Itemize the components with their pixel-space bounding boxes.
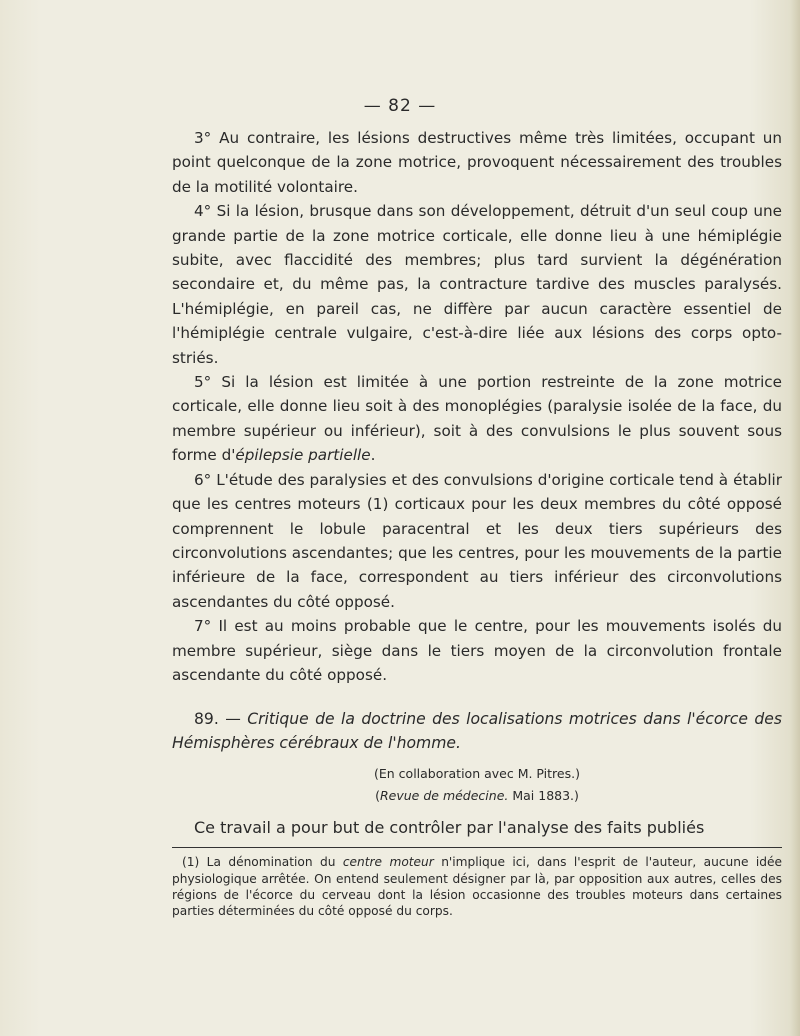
source-open: ( <box>375 788 380 804</box>
footnote-text-end: n'implique ici, dans l'esprit de l'auteur, aucune idée physiologique arrêtée. On entend seulement désigner par là, par opposition aux autres, celles des régions de l'écorce du cerveau dont la lésion occasionne des troubles moteurs dans certaines parties déterminées du côté opposé du corps. <box>172 855 782 918</box>
paragraph-4: 4° Si la lésion, brusque dans son développement, détruit d'un seul coup une grande partie de la zone motrice corticale, elle donne lieu à une hémiplégie subite, avec flaccidité des membres; plus tard survient la dégénération secondaire et, du même pas, la contracture tardive des muscles paralysés. L'hémiplégie, en pareil cas, ne diffère par aucun caractère essentiel de l'hémiplégie centrale vulgaire, c'est-à-dire liée aux lésions des corps opto-striés. <box>172 202 782 367</box>
paragraph-3: 3° Au contraire, les lésions destructives même très limitées, occupant un point quelconque de la zone motrice, provoquent nécessairement des troubles de la motilité volontaire. <box>172 129 782 196</box>
paragraph-6: 6° L'étude des paralysies et des convulsions d'origine corticale tend à établir que les centres moteurs (1) corticaux pour les deux membres du côté opposé comprennent le lobule paracentral et les deux tiers supérieurs des circonvolutions ascendantes; que les centres, pour les mouvements de la partie inférieure de la face, correspondent au tiers inférieur des circonvolutions ascendantes du côté opposé. <box>172 470 782 611</box>
section-title: Critique de la doctrine des localisations motrices dans l'écorce des Hémisphères cérébraux de l'homme. <box>172 710 782 753</box>
paragraph-5 <box>172 370 782 468</box>
paragraph-5-emphasis: épilepsie partielle <box>235 446 371 465</box>
footnote-rule <box>172 847 782 848</box>
page-number: — 82 — <box>363 96 437 116</box>
paragraph-7: 7° Il est au moins probable que le centre, pour les mouvements isolés du membre supérieur, siège dans le tiers moyen de la circonvolution frontale ascendante du côté opposé. <box>172 617 782 684</box>
footnote-text: La dénomination du <box>206 855 343 870</box>
source-citation <box>172 785 782 807</box>
lead-sentence: Ce travail a pour but de contrôler par l'analyse des faits publiés <box>194 818 705 838</box>
source-journal: Revue de médecine. <box>379 788 509 804</box>
footnote <box>172 854 782 919</box>
source-date: Mai 1883.) <box>508 788 579 804</box>
collaboration-note: (En collaboration avec M. Pitres.) <box>374 766 580 782</box>
footnote-emphasis: centre moteur <box>342 855 434 870</box>
section-heading <box>172 707 782 755</box>
section-number: 89. — <box>194 710 248 729</box>
paragraph-5-text: 5° Si la lésion est limitée à une portion restreinte de la zone motrice corticale, elle donne lieu soit à des monoplégies (paralysie isolée de la face, du membre supérieur ou inférieur), soit à des convulsions le plus souvent sous forme d' <box>172 373 782 465</box>
paragraph-5-end: . <box>370 446 376 465</box>
footnote-marker: (1) <box>182 855 207 870</box>
page-body <box>172 126 782 919</box>
